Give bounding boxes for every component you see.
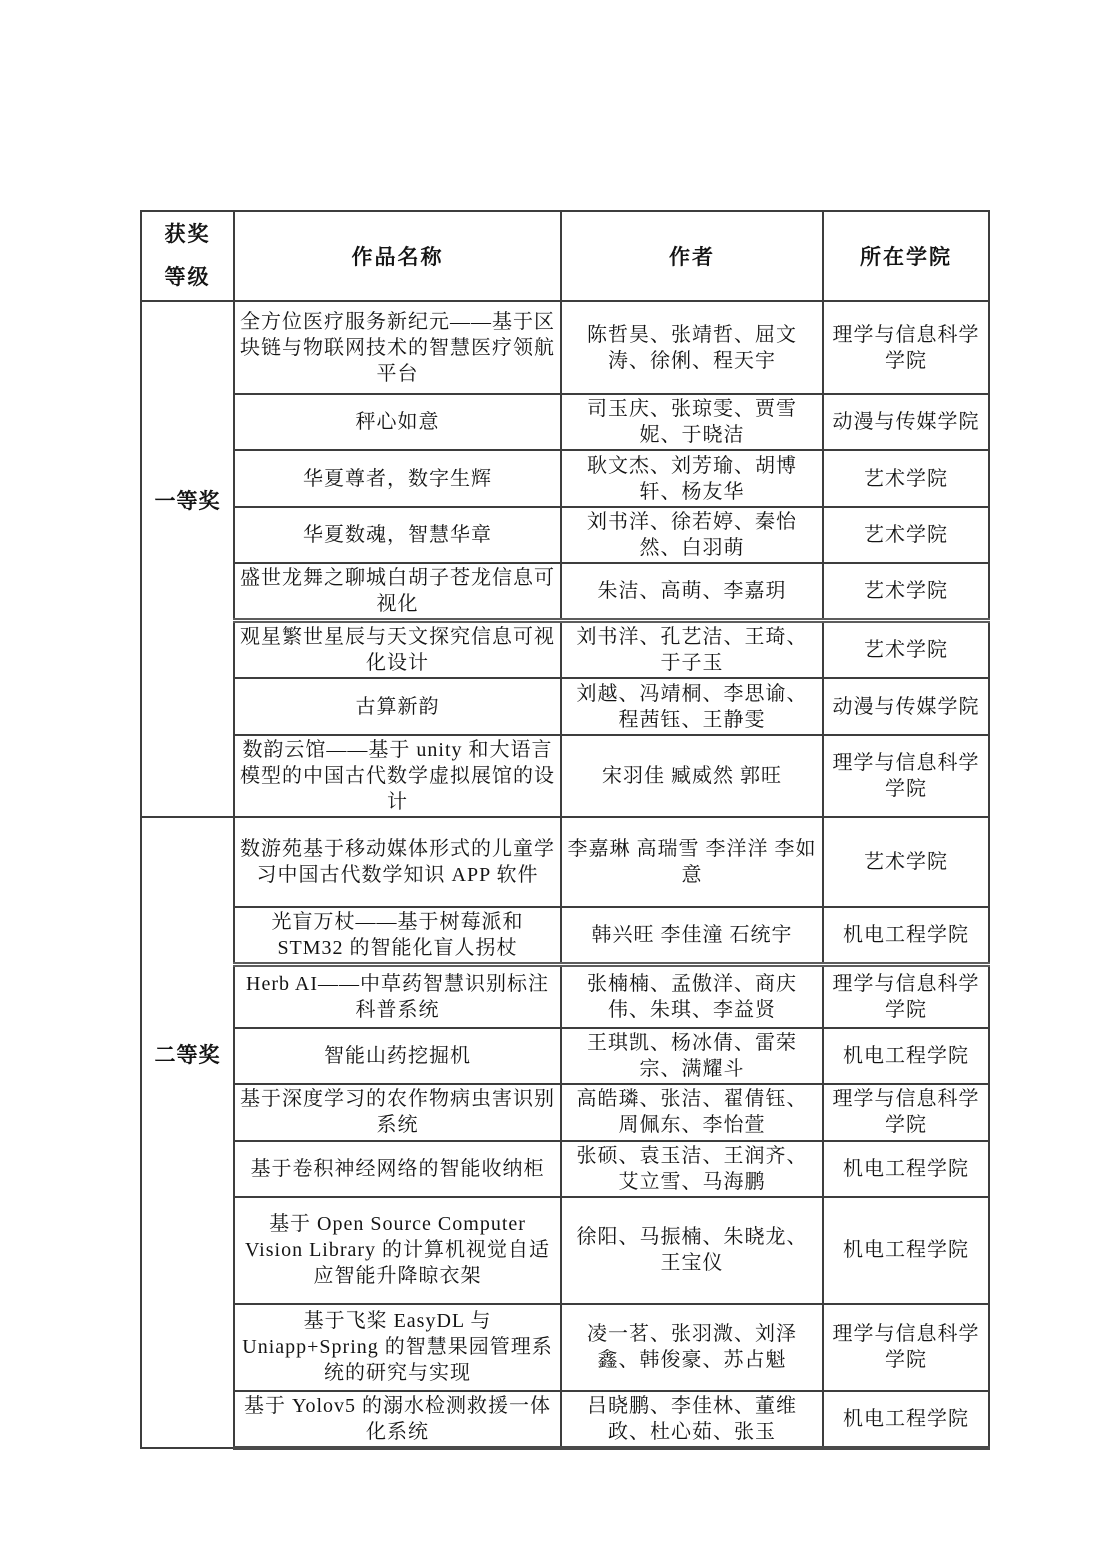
work-title-cell: Herb AI——中草药智慧识别标注科普系统: [234, 965, 561, 1028]
college-cell: 机电工程学院: [823, 1141, 989, 1197]
award-level-cell-first-prize: [141, 301, 234, 817]
work-title-cell: 观星繁世星辰与天文探究信息可视化设计: [234, 621, 561, 679]
work-title-cell: 基于深度学习的农作物病虫害识别系统: [234, 1084, 561, 1141]
work-title-cell: 全方位医疗服务新纪元——基于区块链与物联网技术的智慧医疗领航平台: [234, 301, 561, 394]
work-title-cell: 盛世龙舞之聊城白胡子苍龙信息可视化: [234, 563, 561, 621]
college-cell: 理学与信息科学学院: [823, 1084, 989, 1141]
work-title-cell: 古算新韵: [234, 678, 561, 735]
authors-cell: 耿文杰、刘芳瑜、胡博轩、杨友华: [561, 450, 823, 507]
awards-table: [140, 210, 990, 1450]
authors-cell: 司玉庆、张琼雯、贾雪妮、于晓洁: [561, 394, 823, 450]
header-college: 所在学院: [823, 211, 989, 301]
college-cell: 理学与信息科学学院: [823, 1304, 989, 1391]
authors-cell: 朱洁、高萌、李嘉玥: [561, 563, 823, 621]
college-cell: 机电工程学院: [823, 1197, 989, 1304]
authors-cell: 韩兴旺 李佳潼 石统宇: [561, 907, 823, 965]
work-title-cell: 光盲万杖——基于树莓派和 STM32 的智能化盲人拐杖: [234, 907, 561, 965]
work-title-cell: 数游苑基于移动媒体形式的儿童学习中国古代数学知识 APP 软件: [234, 817, 561, 907]
college-cell: 理学与信息科学学院: [823, 735, 989, 817]
college-cell: 艺术学院: [823, 507, 989, 563]
authors-cell: 王琪凯、杨冰倩、雷荣宗、满耀斗: [561, 1028, 823, 1084]
work-title-cell: 华夏尊者，数字生辉: [234, 450, 561, 507]
authors-cell: 宋羽佳 臧威然 郭旺: [561, 735, 823, 817]
work-title-cell: 基于飞桨 EasyDL 与 Uniapp+Spring 的智慧果园管理系统的研究与实现: [234, 1304, 561, 1391]
award-level-cell-second-prize: [141, 817, 234, 1448]
work-title-cell: 基于 Yolov5 的溺水检测救援一体化系统: [234, 1391, 561, 1448]
header-award-level-line2: 等级: [164, 266, 211, 289]
work-title-cell: 秤心如意: [234, 394, 561, 450]
table-row: [141, 1028, 989, 1084]
table-row: [141, 817, 989, 907]
college-cell: 艺术学院: [823, 563, 989, 621]
college-cell: 艺术学院: [823, 450, 989, 507]
table-row: [141, 301, 989, 394]
authors-cell: 刘书洋、徐若婷、秦怡然、白羽萌: [561, 507, 823, 563]
college-cell: 理学与信息科学学院: [823, 301, 989, 394]
table-row: [141, 735, 989, 817]
authors-cell: 凌一茗、张羽溦、刘泽鑫、韩俊豪、苏占魁: [561, 1304, 823, 1391]
authors-cell: 刘越、冯靖桐、李思谕、程茜钰、王静雯: [561, 678, 823, 735]
table-row: [141, 1197, 989, 1304]
college-cell: 机电工程学院: [823, 1028, 989, 1084]
table-row: [141, 965, 989, 1028]
college-cell: 动漫与传媒学院: [823, 678, 989, 735]
authors-cell: 陈哲昊、张靖哲、屈文涛、徐俐、程天宇: [561, 301, 823, 394]
header-award-level: [141, 211, 234, 301]
authors-cell: 高皓璘、张洁、翟倩钰、周佩东、李怡萱: [561, 1084, 823, 1141]
table-row: [141, 394, 989, 450]
authors-cell: 徐阳、马振楠、朱晓龙、王宝仪: [561, 1197, 823, 1304]
table-row: [141, 1391, 989, 1448]
header-award-level-line1: 获奖: [164, 223, 211, 246]
authors-cell: 张楠楠、孟傲洋、商庆伟、朱琪、李益贤: [561, 965, 823, 1028]
authors-cell: 张硕、袁玉洁、王润齐、艾立雪、马海鹏: [561, 1141, 823, 1197]
work-title-cell: 智能山药挖掘机: [234, 1028, 561, 1084]
table-row: [141, 507, 989, 563]
award-level-label: 一等奖: [154, 490, 221, 513]
college-cell: 机电工程学院: [823, 1391, 989, 1448]
table-row: [141, 563, 989, 621]
table-row: [141, 621, 989, 679]
college-cell: 机电工程学院: [823, 907, 989, 965]
table-row: [141, 1084, 989, 1141]
work-title-cell: 数韵云馆——基于 unity 和大语言模型的中国古代数学虚拟展馆的设计: [234, 735, 561, 817]
header-row: [141, 211, 989, 301]
college-cell: 艺术学院: [823, 817, 989, 907]
work-title-cell: 基于 Open Source Computer Vision Library 的计算机视觉自适应智能升降晾衣架: [234, 1197, 561, 1304]
header-work-title: 作品名称: [234, 211, 561, 301]
college-cell: 艺术学院: [823, 621, 989, 679]
authors-cell: 李嘉琳 高瑞雪 李洋洋 李如意: [561, 817, 823, 907]
award-level-label: 二等奖: [154, 1044, 221, 1068]
table-row: [141, 450, 989, 507]
authors-cell: 吕晓鹏、李佳林、董维政、杜心茹、张玉: [561, 1391, 823, 1448]
college-cell: 动漫与传媒学院: [823, 394, 989, 450]
table-row: [141, 1141, 989, 1197]
header-authors: 作者: [561, 211, 823, 301]
table-row: [141, 678, 989, 735]
work-title-cell: 基于卷积神经网络的智能收纳柜: [234, 1141, 561, 1197]
table-row: [141, 907, 989, 965]
table-row: [141, 1304, 989, 1391]
college-cell: 理学与信息科学学院: [823, 965, 989, 1028]
work-title-cell: 华夏数魂，智慧华章: [234, 507, 561, 563]
authors-cell: 刘书洋、孔艺洁、王琦、于子玉: [561, 621, 823, 679]
